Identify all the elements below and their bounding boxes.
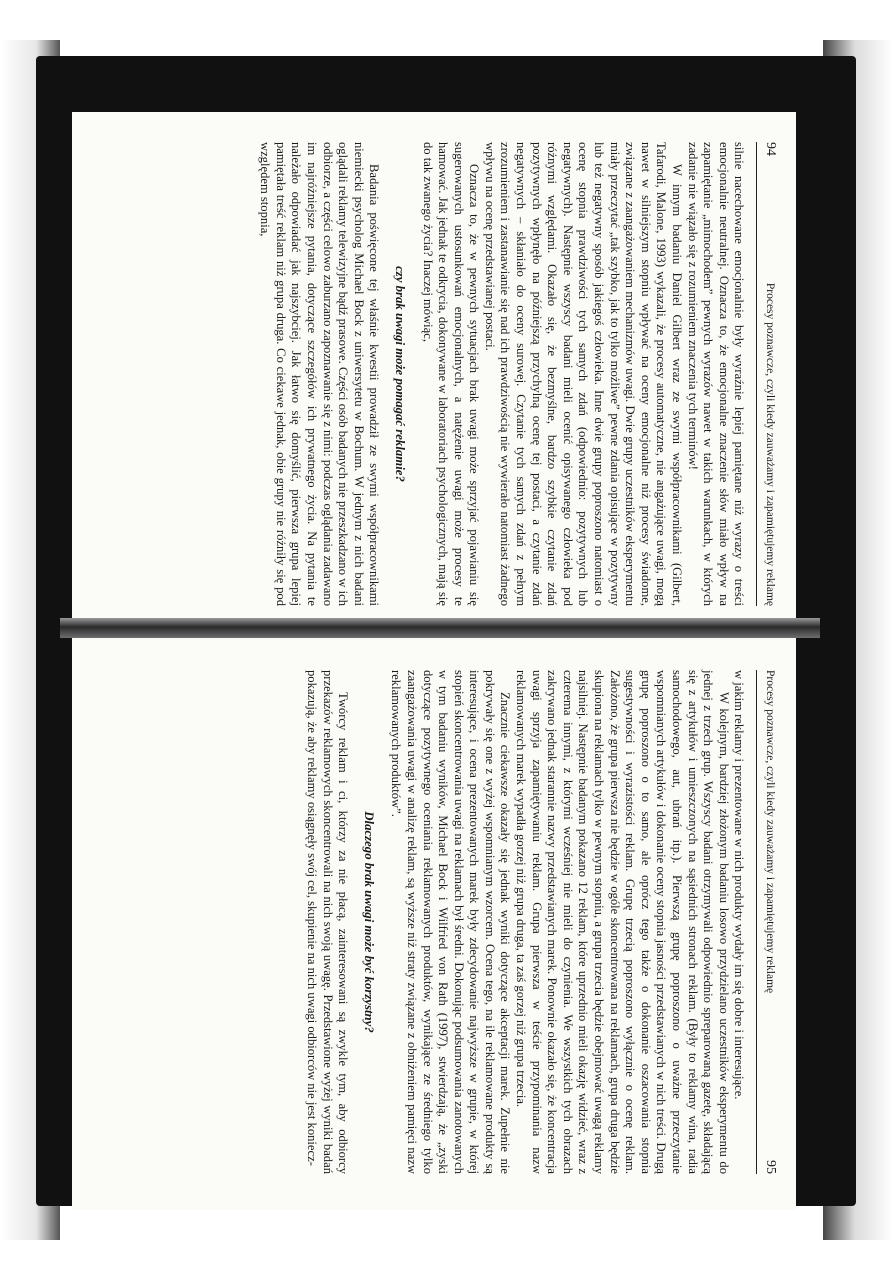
running-head: Procesy poznawcze, czyli kiedy zauważamy i zapamiętujemy reklamę (764, 670, 776, 994)
page-header (756, 142, 778, 606)
page-94 (72, 112, 796, 632)
paragraph: Badania poświęcone tej właśnie kwestii prowadził ze swymi współpracownikami niemiecki psycholog Michael Bock z uniwersytetu w Bochum. W jednym z nich badani oglądali reklamy telewizyjne bądź prasowe. Części osób badanych nie przeszkadzano w ich odbiorze, a części celowo zaburzano zapoznawanie się z nimi: podczas oglądania zadawano im najróżniejsze pytania, dotyczące szczegółów ich prywatnego życia. Na pytania te należało odpowiadać jak najszybciej. Jak łatwo się domyślić, pierwsza grupa lepiej pamiętała treść reklam niż grupa druga. Co ciekawe jednak, obie grupy nie różniły się pod względem stopnia, (258, 142, 382, 606)
paragraph: Oznacza to, że w pewnych sytuacjach brak uwagi może sprzyjać pojawianiu się sugerowanych ustosunkowań emocjonalnych, a natężenie uwagi może procesy te hamować. Jak jednak te odkrycia, dokonywane w laboratoriach psychologicznych, mają się do tak zwanego życia? Inaczej mówiąc, (420, 142, 482, 606)
section-heading: czy brak uwagi może pomagać reklamie? (392, 266, 407, 482)
paragraph: w jakim reklamy i prezentowane w nich produkty wydały im się dobre i interesujące. (732, 670, 747, 1100)
running-head: Procesy poznawcze, czyli kiedy zauważamy i zapamiętujemy reklamę (764, 282, 776, 606)
paragraph: W kolejnym, bardziej złożonym badaniu losowo przydzielano uczestników eksperymentu do jednej z trzech grup. Wszyscy badani otrzymywali odpowiednio spreparowaną gazetę, składającą się z artykułów i umieszczonych na sąsiednich stronach reklam. (Były to reklamy wina, radia samochodowego, aut, ubrań itp.). Pierwszą grupę poproszono o uważne przeczytanie wspomnianych artykułów i dokonanie oceny stopnia jasności przedstawianych w nich treści. Drugą grupę poproszono o to samo, ale oprócz tego także o dokonanie oszacowania stopnia sugestywności i wyrazistości reklam. Grupę trzecią poproszono wyłącznie o ocenę reklam. Założono, że grupa pierwsza nie będzie w ogóle skoncentrowana na reklamach, grupa druga będzie skupiona na reklamach tylko w pewnym stopniu, a grupa trzecia będzie obejmować uwagą reklamy najsilniej. Następnie badanym pokazano 12 reklam, które uprzednio mieli okazję widzieć, wraz z czterema innymi, z którymi wcześniej nie mieli do czynienia. We wszystkich tych obrazach zakrywano jednak starannie nazwy przedstawianych marek. Ponownie okazało się, że koncentracja uwagi sprzyja zapamiętywaniu reklam. Grupa pierwsza w teście przypominania nazw reklamowanych marek wypadła gorzej niż grupa druga, ta zaś gorzej niż grupa trzecia. (514, 670, 731, 1174)
page-header (756, 670, 778, 1174)
paragraph: W innym badaniu Daniel Gilbert wraz ze swymi współpracownikami (Gilbert, Tafarodi, Malone, 1993) wykazali, że procesy automatyczne, nie angażujące uwagi, mogą nawet w silniejszym stopniu wpływać na oceny emocjonalne niż procesy świadome, związane z zaangażowaniem mechanizmów uwagi. Dwie grupy uczestników eksperymentu miały przeczytać „tak szybko, jak to tylko możliwe” pewne zdania opisujące w pozytywny lub też negatywny sposób jakiegoś człowieka. Inne dwie grupy poproszono natomiast o ocenę stopnia prawdziwości tych samych zdań (odpowiednio: pozytywnych lub negatywnych). Następnie wszyscy badani mieli ocenić opisywanego człowieka pod różnymi względami. Okazało się, że bezmyślne, bardzo szybkie czytanie zdań pozytywnych wpłynęło na późniejszą przychylną ocenę tej postaci, a czytanie zdań negatywnych – skłaniało do oceny surowej. Czytanie tych samych zdań z pełnym zrozumieniem i zastanawianie się nad ich prawdziwością nie wywierało natomiast żadnego wpływu na ocenę przedstawianej postaci. (482, 142, 685, 606)
page-number: 94 (763, 142, 778, 156)
page-number: 95 (763, 1160, 778, 1174)
paragraph: silnie nacechowane emocjonalnie były wyraźnie lepiej pamiętane niż wyrazy o treści emocjonalnie neutralnej. Oznacza to, że emocjonalne znaczenie słów miało wpływ na zapamiętanie „mimochodem” pewnych wyrazów nawet w takich warunkach, w których zadanie nie wiązało się z rozumieniem znaczenia tych terminów! (685, 142, 747, 606)
section-heading: Dlaczego brak uwagi może być korzystny? (361, 811, 376, 1033)
page-95 (72, 640, 796, 1200)
paragraph: Znacznie ciekawsze okazały się jednak wyniki dotyczące akceptacji marek. Zupełnie nie pokrywały się one z wyżej wspomnianym wzorcem. Ocena tego, na ile reklamowane produkty są interesujące, i ocena prezentowanych marek były zdecydowanie najwyższe w grupie, w której stopień skoncentrowania uwagi na reklamach był średni. Dokonując podsumowania zanotowanych w tym badaniu wyników, Michael Bock i Wilfried von Rath (1997), stwierdzają, że „zyski dotyczące pozytywnego oceniania reklamowanych produktów, wynikające ze średniego tylko zaangażowania uwagi w analizę reklam, są wyższe niż straty związane z obniżeniem pamięci nazw reklamowanych produktów”. (389, 670, 513, 1174)
paragraph: Twórcy reklam i ci, którzy za nie płacą, zainteresowani są zwykle tym, aby odbiorcy przekazów reklamowych skoncentrowali na nich swoją uwagę. Przedstawione wyżej wyniki badań pokazują, że aby reklamy osiągnęły swój cel, skupienie na nich uwagi odbiorców nie jest koniecz- (304, 670, 351, 1174)
